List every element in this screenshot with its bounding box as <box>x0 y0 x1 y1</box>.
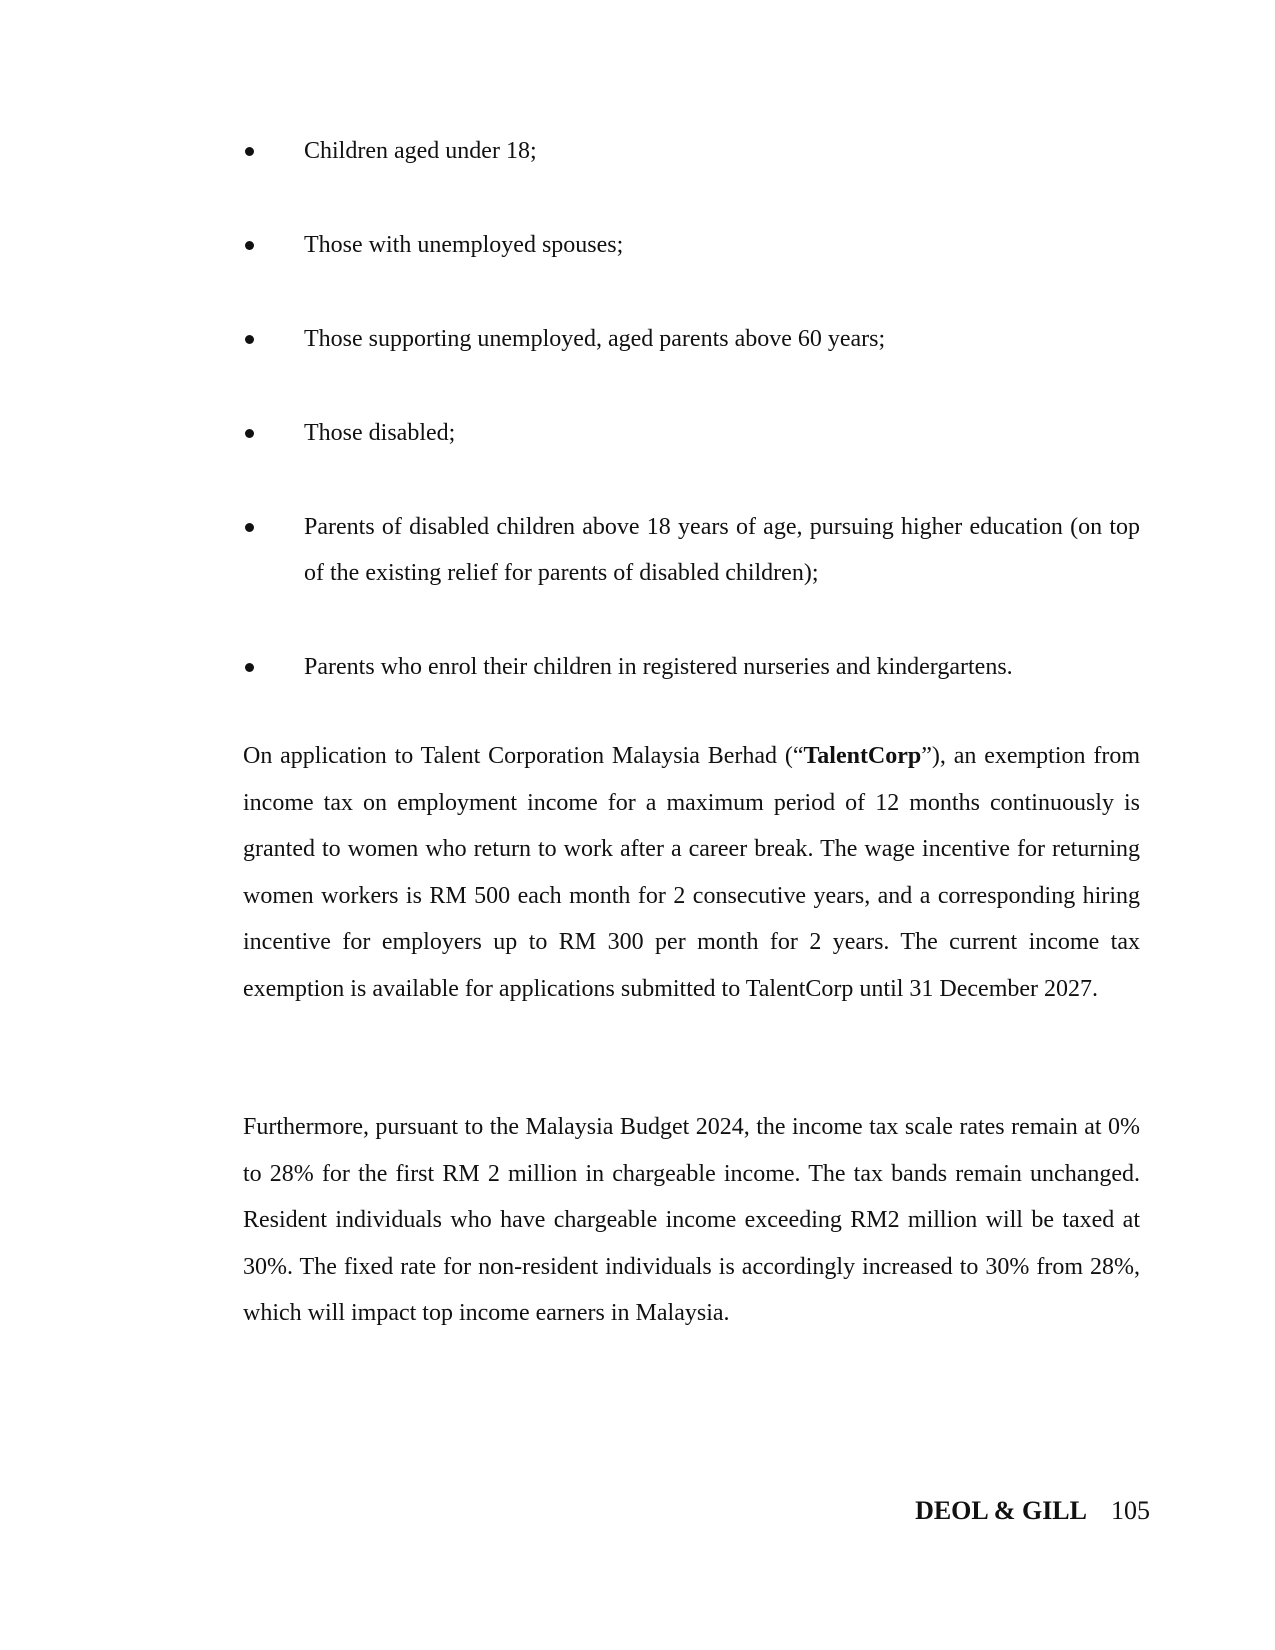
bullet-icon <box>245 147 254 156</box>
talentcorp-paragraph <box>243 733 1140 1012</box>
paragraph-text-start: On application to Talent Corporation Malaysia Berhad (“ <box>243 743 804 769</box>
paragraph-text-end: ”), an exemption from income tax on employment income for a maximum period of 12 months continuously is granted to women who return to work after a career break. The wage incentive for returning women workers is RM 500 each month for 2 consecutive years, and a corresponding hiring incentive for employers up to RM 300 per month for 2 years. The current income tax exemption is available for applications submitted to TalentCorp until 31 December 2027. <box>243 743 1140 1002</box>
talentcorp-term: TalentCorp <box>803 743 922 769</box>
bullet-item <box>240 644 1140 690</box>
bullet-item <box>240 410 1140 456</box>
bullet-list <box>240 128 1140 690</box>
firm-name: DEOL & GILL <box>915 1496 1087 1525</box>
bullet-item <box>240 316 1140 362</box>
bullet-text: Those with unemployed spouses; <box>304 232 624 258</box>
bullet-icon <box>245 663 254 672</box>
bullet-item <box>240 222 1140 268</box>
bullet-text: Those disabled; <box>304 420 456 446</box>
page-footer <box>915 1496 1150 1526</box>
bullet-item <box>240 128 1140 174</box>
bullet-text: Children aged under 18; <box>304 138 537 164</box>
bullet-text: Parents who enrol their children in registered nurseries and kindergartens. <box>304 654 1013 680</box>
bullet-icon <box>245 429 254 438</box>
page-number: 105 <box>1111 1496 1150 1525</box>
bullet-text: Parents of disabled children above 18 years of age, pursuing higher education (on top of the existing relief for parents of disabled children); <box>304 514 1140 586</box>
bullet-icon <box>245 241 254 250</box>
bullet-text: Those supporting unemployed, aged parents above 60 years; <box>304 326 886 352</box>
bullet-icon <box>245 523 254 532</box>
bullet-item <box>240 504 1140 596</box>
budget-paragraph: Furthermore, pursuant to the Malaysia Budget 2024, the income tax scale rates remain at 0% to 28% for the first RM 2 million in chargeable income. The tax bands remain unchanged. Resident individuals who have chargeable income exceeding RM2 million will be taxed at 30%. The fixed rate for non-resident individuals is accordingly increased to 30% from 28%, which will impact top income earners in Malaysia. <box>243 1114 1140 1326</box>
bullet-icon <box>245 335 254 344</box>
